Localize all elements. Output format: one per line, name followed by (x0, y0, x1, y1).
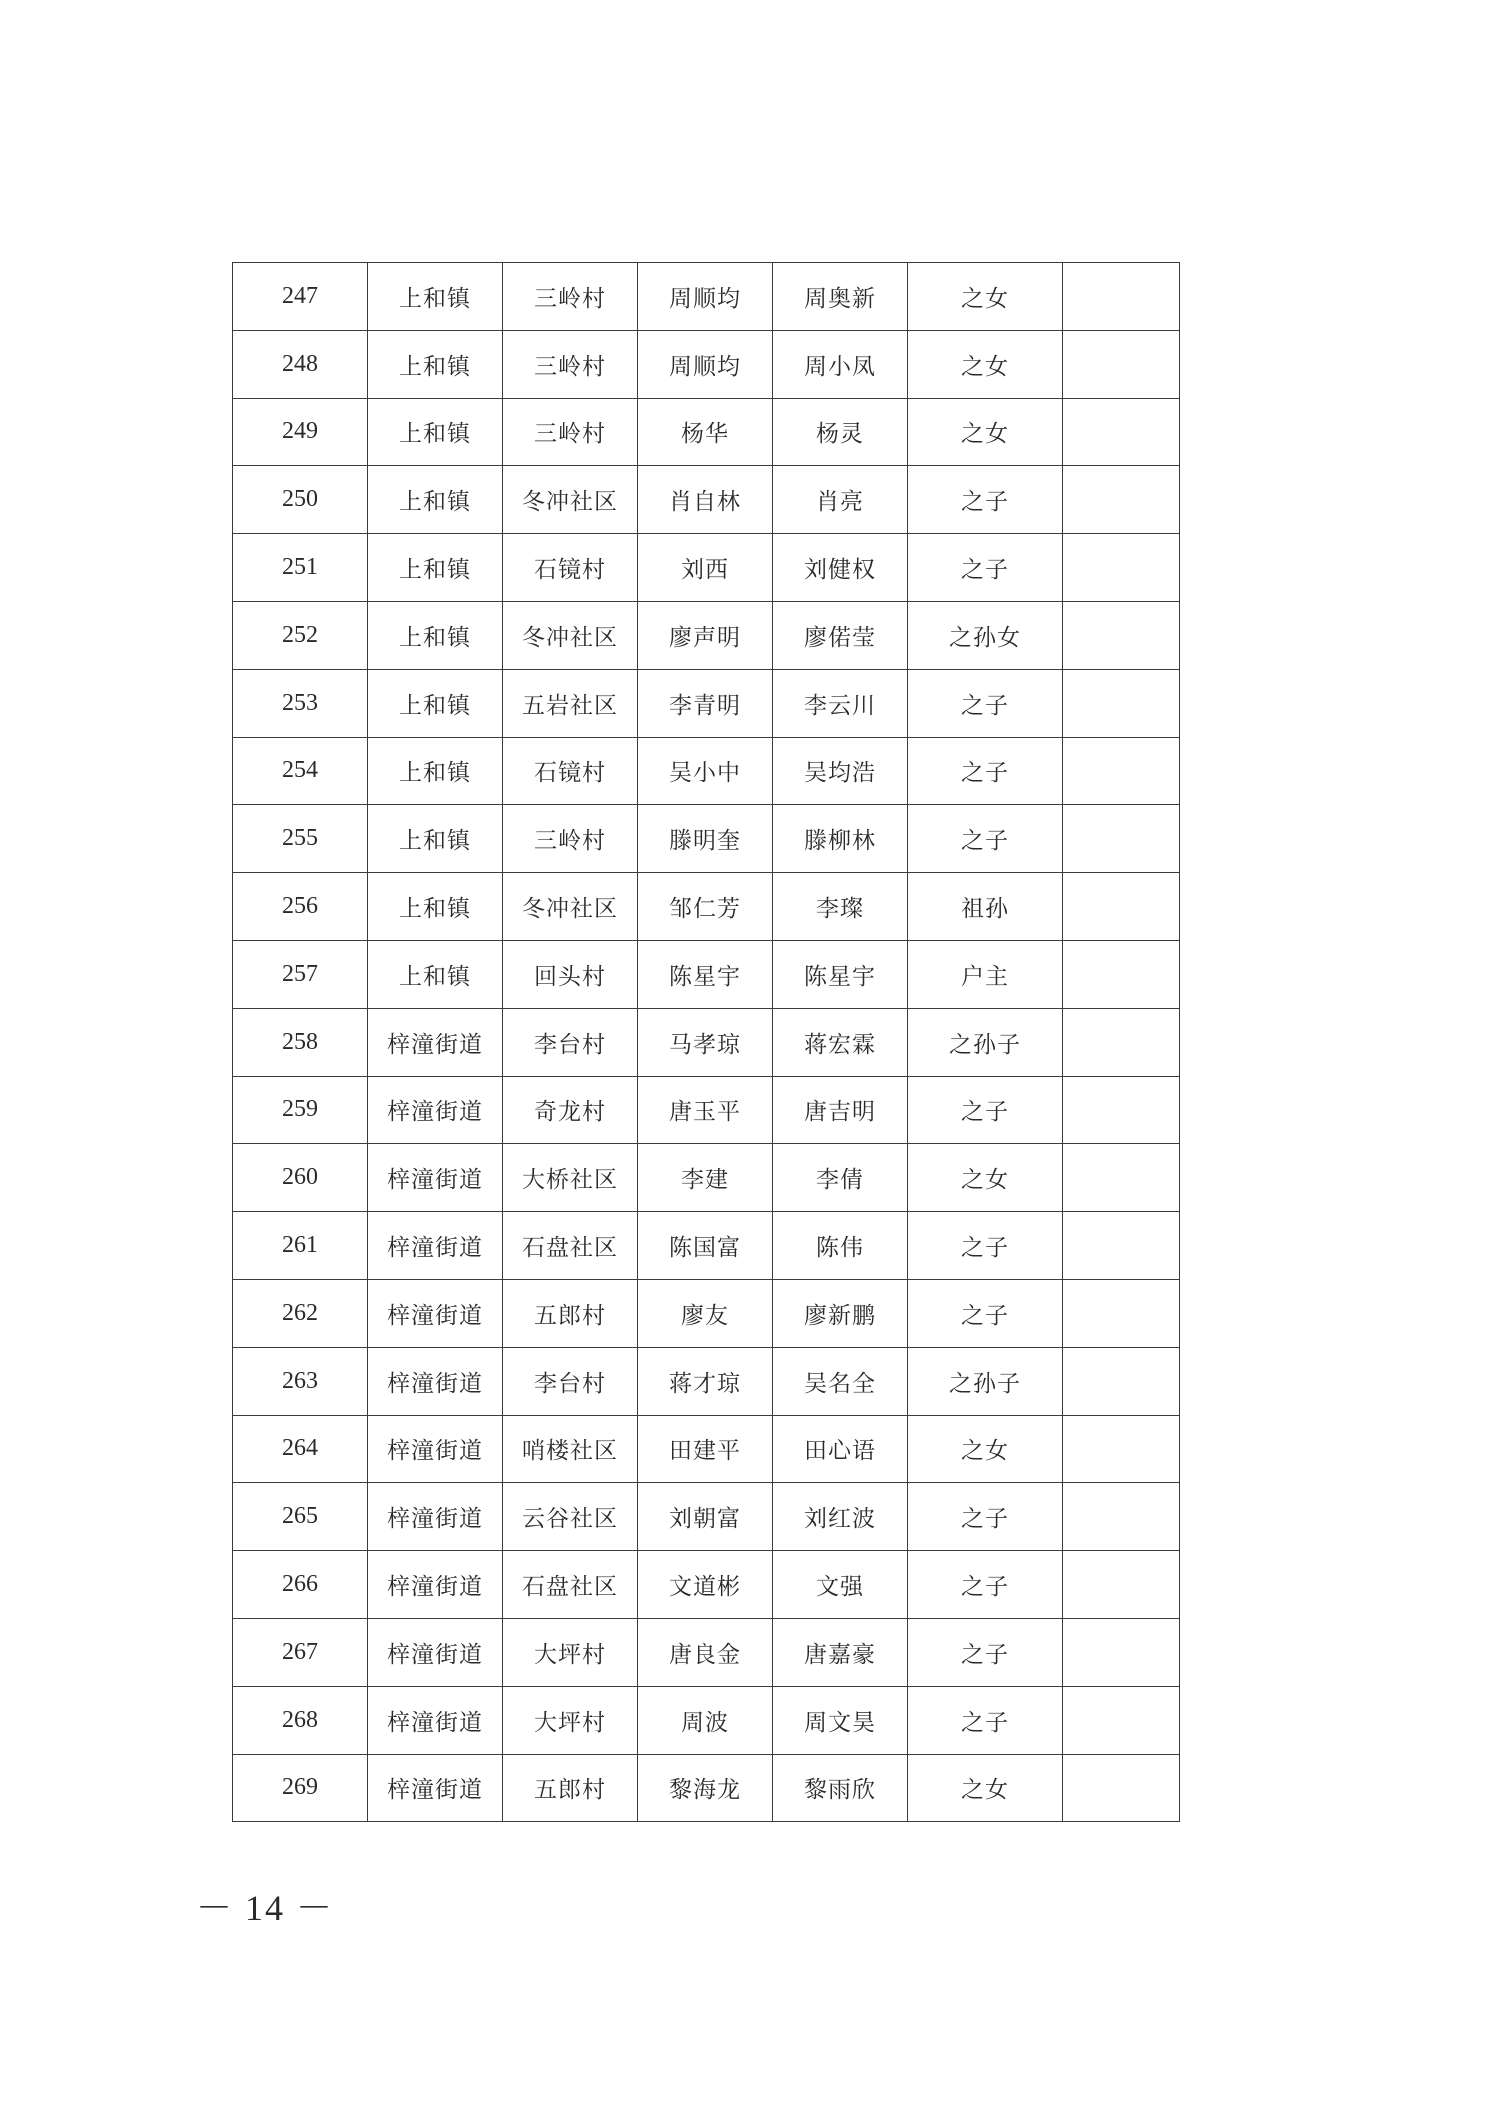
table-cell-town: 上和镇 (368, 466, 503, 534)
table-cell-town: 梓潼街道 (368, 1754, 503, 1822)
table-row (233, 1686, 1180, 1754)
table-cell-num: 256 (233, 873, 368, 941)
table-cell-name: 李建 (638, 1144, 773, 1212)
table-cell-note (1063, 466, 1180, 534)
table-cell-member: 黎雨欣 (773, 1754, 908, 1822)
table-cell-town: 上和镇 (368, 873, 503, 941)
table-cell-member: 周奥新 (773, 263, 908, 331)
table-cell-name: 滕明奎 (638, 805, 773, 873)
table-cell-note (1063, 737, 1180, 805)
table-cell-num: 248 (233, 330, 368, 398)
table-cell-note (1063, 1754, 1180, 1822)
table-cell-town: 上和镇 (368, 263, 503, 331)
table-row (233, 1212, 1180, 1280)
table-cell-village: 三岭村 (503, 805, 638, 873)
table-cell-member: 廖偌莹 (773, 601, 908, 669)
table-cell-member: 刘健权 (773, 534, 908, 602)
table-cell-village: 五郎村 (503, 1279, 638, 1347)
table-cell-num: 249 (233, 398, 368, 466)
table-cell-num: 251 (233, 534, 368, 602)
table-row (233, 805, 1180, 873)
table-row (233, 1144, 1180, 1212)
table-cell-num: 250 (233, 466, 368, 534)
table-cell-note (1063, 1415, 1180, 1483)
table-cell-note (1063, 534, 1180, 602)
table-cell-village: 李台村 (503, 1008, 638, 1076)
table-cell-name: 廖声明 (638, 601, 773, 669)
table-cell-relation: 之孙女 (908, 601, 1063, 669)
table-cell-note (1063, 398, 1180, 466)
table-cell-village: 李台村 (503, 1347, 638, 1415)
table-cell-member: 滕柳林 (773, 805, 908, 873)
table-cell-note (1063, 1212, 1180, 1280)
table-row (233, 1279, 1180, 1347)
table-cell-num: 268 (233, 1686, 368, 1754)
table-cell-relation: 之子 (908, 1076, 1063, 1144)
table-row (233, 534, 1180, 602)
table-cell-village: 云谷社区 (503, 1483, 638, 1551)
table-cell-note (1063, 330, 1180, 398)
table-cell-relation: 之女 (908, 330, 1063, 398)
table-cell-note (1063, 1076, 1180, 1144)
table-cell-num: 259 (233, 1076, 368, 1144)
table-cell-note (1063, 805, 1180, 873)
table-cell-member: 肖亮 (773, 466, 908, 534)
table-cell-note (1063, 1686, 1180, 1754)
table-row (233, 873, 1180, 941)
table-cell-num: 247 (233, 263, 368, 331)
table-cell-member: 吴均浩 (773, 737, 908, 805)
table-cell-name: 黎海龙 (638, 1754, 773, 1822)
roster-table (232, 262, 1180, 1822)
table-cell-town: 梓潼街道 (368, 1212, 503, 1280)
table-cell-relation: 之子 (908, 466, 1063, 534)
table-cell-member: 李璨 (773, 873, 908, 941)
table-cell-name: 周波 (638, 1686, 773, 1754)
table-cell-num: 252 (233, 601, 368, 669)
table-cell-village: 大坪村 (503, 1686, 638, 1754)
table-cell-name: 田建平 (638, 1415, 773, 1483)
table-cell-town: 上和镇 (368, 737, 503, 805)
table-cell-note (1063, 1279, 1180, 1347)
table-cell-note (1063, 1618, 1180, 1686)
table-cell-member: 李云川 (773, 669, 908, 737)
table-cell-village: 回头村 (503, 940, 638, 1008)
table-cell-village: 大桥社区 (503, 1144, 638, 1212)
table-cell-note (1063, 1551, 1180, 1619)
table-cell-town: 梓潼街道 (368, 1347, 503, 1415)
table-cell-relation: 之女 (908, 1754, 1063, 1822)
table-cell-town: 上和镇 (368, 330, 503, 398)
table-cell-num: 264 (233, 1415, 368, 1483)
table-cell-town: 上和镇 (368, 940, 503, 1008)
table-cell-name: 蒋才琼 (638, 1347, 773, 1415)
table-cell-note (1063, 1144, 1180, 1212)
table-row (233, 1415, 1180, 1483)
table-row (233, 601, 1180, 669)
table-cell-relation: 之子 (908, 1483, 1063, 1551)
table-cell-member: 田心语 (773, 1415, 908, 1483)
table-row (233, 330, 1180, 398)
table-cell-member: 廖新鹏 (773, 1279, 908, 1347)
table-row (233, 1008, 1180, 1076)
table-cell-note (1063, 1008, 1180, 1076)
table-cell-town: 上和镇 (368, 601, 503, 669)
table-cell-relation: 户主 (908, 940, 1063, 1008)
table-cell-member: 周文昊 (773, 1686, 908, 1754)
table-row (233, 263, 1180, 331)
table-cell-town: 上和镇 (368, 534, 503, 602)
table-cell-num: 267 (233, 1618, 368, 1686)
table-row (233, 1551, 1180, 1619)
table-cell-member: 蒋宏霖 (773, 1008, 908, 1076)
table-cell-town: 梓潼街道 (368, 1483, 503, 1551)
table-cell-num: 254 (233, 737, 368, 805)
table-cell-village: 石盘社区 (503, 1212, 638, 1280)
table-cell-town: 梓潼街道 (368, 1076, 503, 1144)
table-cell-member: 唐嘉豪 (773, 1618, 908, 1686)
table-cell-town: 梓潼街道 (368, 1415, 503, 1483)
table-cell-town: 上和镇 (368, 805, 503, 873)
table-cell-name: 马孝琼 (638, 1008, 773, 1076)
table-cell-num: 260 (233, 1144, 368, 1212)
table-cell-town: 梓潼街道 (368, 1279, 503, 1347)
table-cell-village: 三岭村 (503, 330, 638, 398)
table-cell-village: 五郎村 (503, 1754, 638, 1822)
table-cell-name: 杨华 (638, 398, 773, 466)
table-cell-relation: 之子 (908, 1618, 1063, 1686)
table-cell-relation: 祖孙 (908, 873, 1063, 941)
table-cell-town: 梓潼街道 (368, 1618, 503, 1686)
table-row (233, 1347, 1180, 1415)
table-cell-village: 冬冲社区 (503, 466, 638, 534)
table-cell-village: 石镜村 (503, 737, 638, 805)
table-cell-relation: 之子 (908, 1686, 1063, 1754)
table-cell-num: 263 (233, 1347, 368, 1415)
table-cell-name: 肖自林 (638, 466, 773, 534)
table-cell-relation: 之女 (908, 398, 1063, 466)
table-cell-name: 唐良金 (638, 1618, 773, 1686)
table-cell-village: 五岩社区 (503, 669, 638, 737)
table-cell-name: 刘西 (638, 534, 773, 602)
table-cell-num: 262 (233, 1279, 368, 1347)
table-cell-note (1063, 669, 1180, 737)
table-cell-name: 吴小中 (638, 737, 773, 805)
table-cell-member: 刘红波 (773, 1483, 908, 1551)
table-cell-town: 梓潼街道 (368, 1008, 503, 1076)
table-cell-num: 258 (233, 1008, 368, 1076)
table-cell-town: 上和镇 (368, 398, 503, 466)
table-cell-village: 石盘社区 (503, 1551, 638, 1619)
table-cell-relation: 之子 (908, 1279, 1063, 1347)
table-row (233, 1076, 1180, 1144)
table-cell-member: 唐吉明 (773, 1076, 908, 1144)
table-cell-member: 陈星宇 (773, 940, 908, 1008)
table-row (233, 1618, 1180, 1686)
table-cell-relation: 之子 (908, 1212, 1063, 1280)
table-cell-relation: 之子 (908, 805, 1063, 873)
table-cell-note (1063, 263, 1180, 331)
table-cell-num: 261 (233, 1212, 368, 1280)
table-cell-name: 刘朝富 (638, 1483, 773, 1551)
table-row (233, 1754, 1180, 1822)
table-cell-note (1063, 1483, 1180, 1551)
table-row (233, 466, 1180, 534)
table-cell-relation: 之子 (908, 534, 1063, 602)
table-cell-relation: 之女 (908, 1144, 1063, 1212)
table-cell-name: 文道彬 (638, 1551, 773, 1619)
table-cell-village: 石镜村 (503, 534, 638, 602)
table-row (233, 398, 1180, 466)
table-cell-village: 冬冲社区 (503, 873, 638, 941)
table-cell-relation: 之子 (908, 737, 1063, 805)
table-cell-relation: 之女 (908, 1415, 1063, 1483)
table-cell-town: 梓潼街道 (368, 1551, 503, 1619)
table-cell-name: 唐玉平 (638, 1076, 773, 1144)
page-number: － 14 － (196, 1888, 335, 1928)
table-cell-note (1063, 1347, 1180, 1415)
table-cell-town: 上和镇 (368, 669, 503, 737)
table-cell-name: 陈国富 (638, 1212, 773, 1280)
table-cell-member: 周小凤 (773, 330, 908, 398)
roster-table-body (233, 263, 1180, 1822)
table-cell-town: 梓潼街道 (368, 1144, 503, 1212)
table-cell-name: 邹仁芳 (638, 873, 773, 941)
table-cell-relation: 之孙子 (908, 1347, 1063, 1415)
table-cell-num: 255 (233, 805, 368, 873)
table-cell-village: 冬冲社区 (503, 601, 638, 669)
table-cell-member: 吴名全 (773, 1347, 908, 1415)
table-cell-member: 李倩 (773, 1144, 908, 1212)
table-row (233, 940, 1180, 1008)
table-cell-num: 265 (233, 1483, 368, 1551)
table-cell-member: 杨灵 (773, 398, 908, 466)
table-cell-village: 哨楼社区 (503, 1415, 638, 1483)
table-cell-village: 奇龙村 (503, 1076, 638, 1144)
table-cell-name: 周顺均 (638, 263, 773, 331)
table-cell-note (1063, 873, 1180, 941)
table-cell-relation: 之子 (908, 1551, 1063, 1619)
table-cell-name: 周顺均 (638, 330, 773, 398)
table-cell-member: 陈伟 (773, 1212, 908, 1280)
table-cell-num: 257 (233, 940, 368, 1008)
table-cell-village: 三岭村 (503, 263, 638, 331)
table-cell-village: 三岭村 (503, 398, 638, 466)
table-cell-town: 梓潼街道 (368, 1686, 503, 1754)
table-cell-relation: 之子 (908, 669, 1063, 737)
table-cell-note (1063, 601, 1180, 669)
table-cell-num: 266 (233, 1551, 368, 1619)
table-cell-num: 269 (233, 1754, 368, 1822)
table-row (233, 1483, 1180, 1551)
table-row (233, 737, 1180, 805)
table-row (233, 669, 1180, 737)
table-cell-village: 大坪村 (503, 1618, 638, 1686)
table-cell-name: 廖友 (638, 1279, 773, 1347)
table-cell-num: 253 (233, 669, 368, 737)
table-cell-relation: 之孙子 (908, 1008, 1063, 1076)
table-cell-member: 文强 (773, 1551, 908, 1619)
table-cell-note (1063, 940, 1180, 1008)
table-cell-relation: 之女 (908, 263, 1063, 331)
table-cell-name: 李青明 (638, 669, 773, 737)
table-cell-name: 陈星宇 (638, 940, 773, 1008)
